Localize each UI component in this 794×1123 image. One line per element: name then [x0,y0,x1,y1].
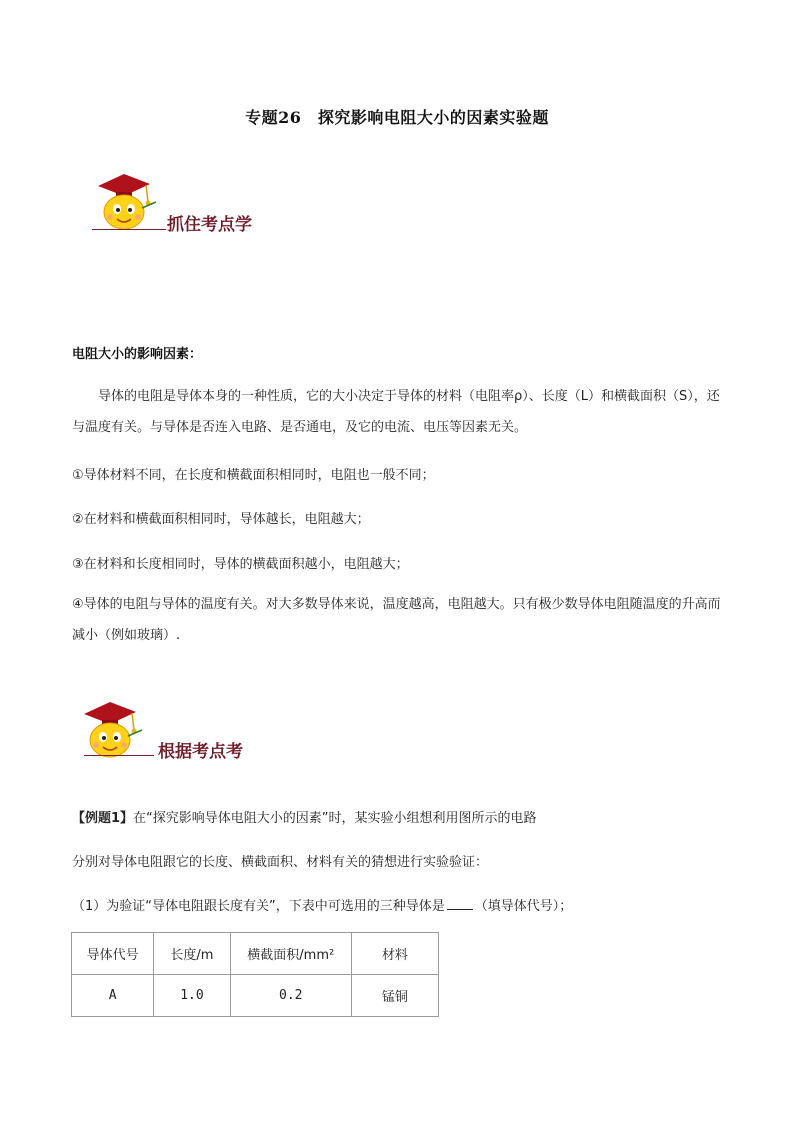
example-text: 在“探究影响导体电阻大小的因素”时，某实验小组想利用图所示的电路 [133,811,537,826]
section-heading-exam: 根据考点考 [158,742,243,762]
table-cell: 锰铜 [351,975,438,1017]
section-heading-learn: 抓住考点学 [167,215,252,235]
table-header-cell: 长度/m [154,933,230,975]
table-cell: A [72,975,154,1017]
example-tag: 【例题1】 [72,811,134,826]
graduate-mascot-icon [76,700,146,762]
intro-paragraph: 导体的电阻是导体本身的一种性质，它的大小决定于导体的材料（电阻率ρ）、长度（L）和横截面积（S），还与温度有关。与导体是否连入电路、是否通电，及它的电流、电压等因素无关。 [72,389,720,435]
question-1-hint: （填导体代号）； [474,899,573,914]
question-1 [72,895,572,914]
table-row [72,975,439,1017]
example-line: 分别对导体电阻跟它的长度、横截面积、材料有关的猜想进行实验验证： [72,855,489,870]
graduate-mascot-icon [90,172,160,234]
example-line [72,807,537,826]
question-1-text: （1）为验证“导体电阻跟长度有关”，下表中可选用的三种导体是 [72,899,445,914]
page-title: 专题26 探究影响电阻大小的因素实验题 [245,108,549,127]
table-header-cell: 导体代号 [72,933,154,975]
topic-heading: 电阻大小的影响因素： [72,347,203,362]
conductor-table [71,932,439,1017]
table-cell: 0.2 [230,975,351,1017]
section-rule [92,229,166,230]
point-item: ③在材料和长度相同时，导体的横截面积越小，电阻越大； [72,557,409,572]
section-rule [84,755,154,756]
table-header-row [72,933,439,975]
point-item: ②在材料和横截面积相同时，导体越长，电阻越大； [72,512,370,527]
table-header-cell: 材料 [351,933,438,975]
answer-blank[interactable] [447,897,473,910]
point-item: ④导体的电阻与导体的温度有关。对大多数导体来说，温度越高，电阻越大。只有极少数导体电阻随温度的升高而减小（例如玻璃）. [72,597,721,643]
table-cell: 1.0 [154,975,230,1017]
point-item: ①导体材料不同，在长度和横截面积相同时，电阻也一般不同； [72,468,435,483]
table-header-cell: 横截面积/mm² [230,933,351,975]
